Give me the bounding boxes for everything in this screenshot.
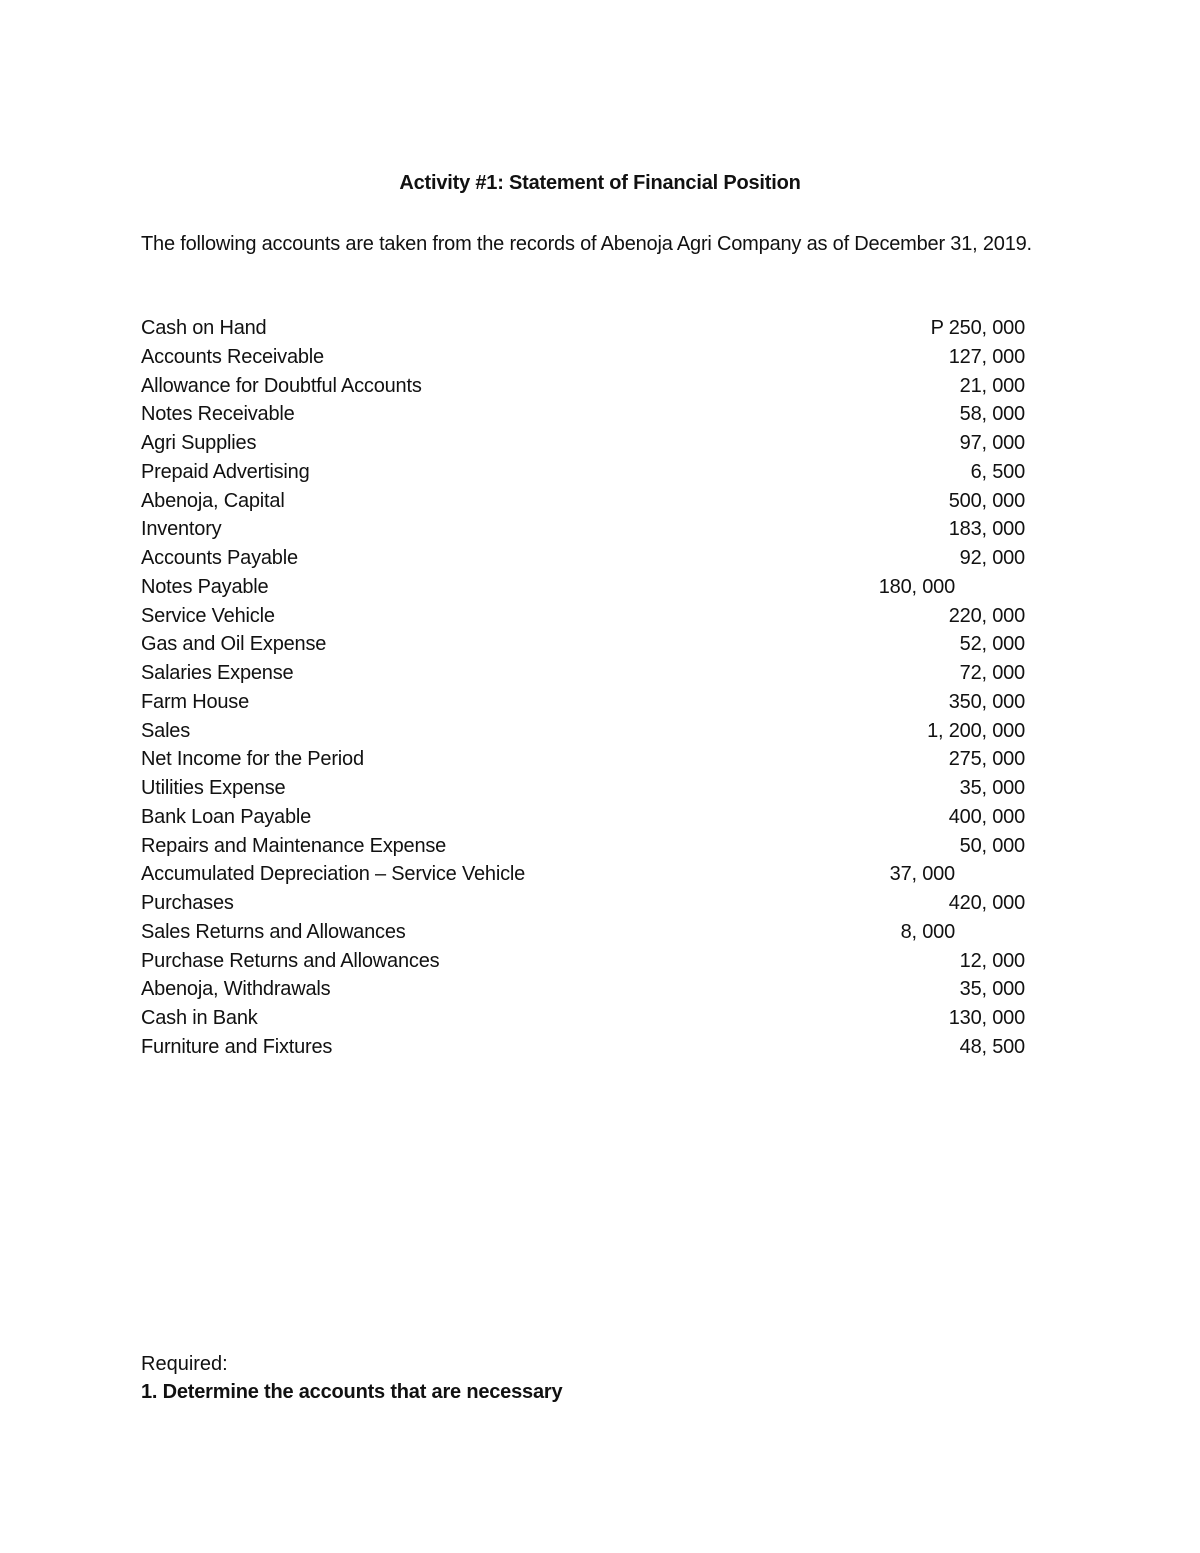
account-amount: 6, 500 — [970, 460, 1025, 483]
account-amount: 8, 000 — [900, 920, 955, 943]
account-amount: 72, 000 — [959, 662, 1025, 684]
account-name: Purchases — [141, 892, 234, 914]
account-row — [141, 372, 1041, 401]
account-amount: P 250, 000 — [930, 317, 1025, 339]
account-name: Repairs and Maintenance Expense — [141, 834, 447, 857]
account-amount: 37, 000 — [889, 863, 955, 886]
account-name: Abenoja, Withdrawals — [141, 978, 331, 1001]
account-row — [141, 688, 1041, 717]
account-amount: 275, 000 — [948, 748, 1025, 771]
account-row — [141, 343, 1041, 372]
account-name: Net Income for the Period — [141, 748, 364, 771]
account-name: Accounts Payable — [141, 547, 298, 569]
account-row — [141, 602, 1041, 631]
required-label: Required: — [141, 1353, 228, 1375]
account-row — [141, 889, 1041, 918]
account-amount: 52, 000 — [959, 633, 1025, 656]
account-row — [141, 1033, 1041, 1062]
account-amount: 180, 000 — [878, 575, 955, 598]
account-amount: 420, 000 — [948, 892, 1025, 914]
account-amount: 48, 500 — [959, 1035, 1025, 1058]
account-row — [141, 975, 1041, 1004]
account-name: Inventory — [141, 518, 222, 541]
account-name: Sales Returns and Allowances — [141, 920, 406, 943]
account-row — [141, 745, 1041, 774]
account-row — [141, 860, 1041, 889]
account-row — [141, 918, 1041, 947]
account-row — [141, 803, 1041, 832]
account-row — [141, 487, 1041, 516]
account-row — [141, 400, 1041, 429]
account-name: Accounts Receivable — [141, 345, 324, 368]
account-name: Prepaid Advertising — [141, 460, 310, 483]
account-amount: 50, 000 — [959, 834, 1025, 857]
account-name: Bank Loan Payable — [141, 805, 312, 828]
account-amount: 21, 000 — [959, 374, 1025, 397]
account-amount: 12, 000 — [959, 949, 1025, 972]
intro-paragraph: The following accounts are taken from the records of Abenoja Agri Company as of December 31, 2019. — [141, 233, 1032, 255]
account-row — [141, 573, 1041, 602]
account-name: Agri Supplies — [141, 432, 257, 454]
account-row — [141, 717, 1041, 746]
account-row — [141, 832, 1041, 861]
account-name: Cash on Hand — [141, 317, 267, 339]
account-amount: 97, 000 — [959, 432, 1025, 454]
account-name: Gas and Oil Expense — [141, 633, 327, 656]
account-row — [141, 429, 1041, 458]
account-amount: 130, 000 — [948, 1007, 1025, 1029]
account-name: Sales — [141, 719, 191, 742]
account-name: Purchase Returns and Allowances — [141, 949, 440, 972]
account-name: Farm House — [141, 690, 250, 713]
account-row — [141, 458, 1041, 487]
account-amount: 350, 000 — [948, 690, 1025, 713]
account-name: Notes Receivable — [141, 403, 295, 426]
account-row — [141, 774, 1041, 803]
account-name: Allowance for Doubtful Accounts — [141, 374, 422, 397]
account-name: Salaries Expense — [141, 662, 294, 684]
account-row — [141, 1004, 1041, 1033]
account-amount: 220, 000 — [948, 604, 1025, 627]
account-amount: 58, 000 — [959, 403, 1025, 426]
account-name: Cash in Bank — [141, 1007, 258, 1029]
account-name: Utilities Expense — [141, 777, 286, 799]
account-name: Abenoja, Capital — [141, 489, 285, 512]
account-row — [141, 947, 1041, 976]
account-row — [141, 544, 1041, 573]
account-row — [141, 314, 1041, 343]
account-amount: 92, 000 — [959, 547, 1025, 569]
account-name: Furniture and Fixtures — [141, 1035, 333, 1058]
account-amount: 35, 000 — [959, 777, 1025, 799]
account-row — [141, 659, 1041, 688]
account-amount: 400, 000 — [948, 805, 1025, 828]
account-amount: 127, 000 — [948, 345, 1025, 368]
account-name: Service Vehicle — [141, 604, 275, 627]
account-row — [141, 515, 1041, 544]
account-row — [141, 630, 1041, 659]
account-name: Notes Payable — [141, 575, 269, 598]
account-amount: 1, 200, 000 — [927, 719, 1025, 742]
account-name: Accumulated Depreciation – Service Vehicle — [141, 863, 526, 886]
account-amount: 35, 000 — [959, 978, 1025, 1001]
account-amount: 183, 000 — [948, 518, 1025, 541]
account-amount: 500, 000 — [948, 489, 1025, 512]
accounts-list — [141, 314, 1041, 1062]
document-title: Activity #1: Statement of Financial Position — [399, 172, 801, 194]
required-item-1: 1. Determine the accounts that are necessary — [141, 1381, 563, 1403]
